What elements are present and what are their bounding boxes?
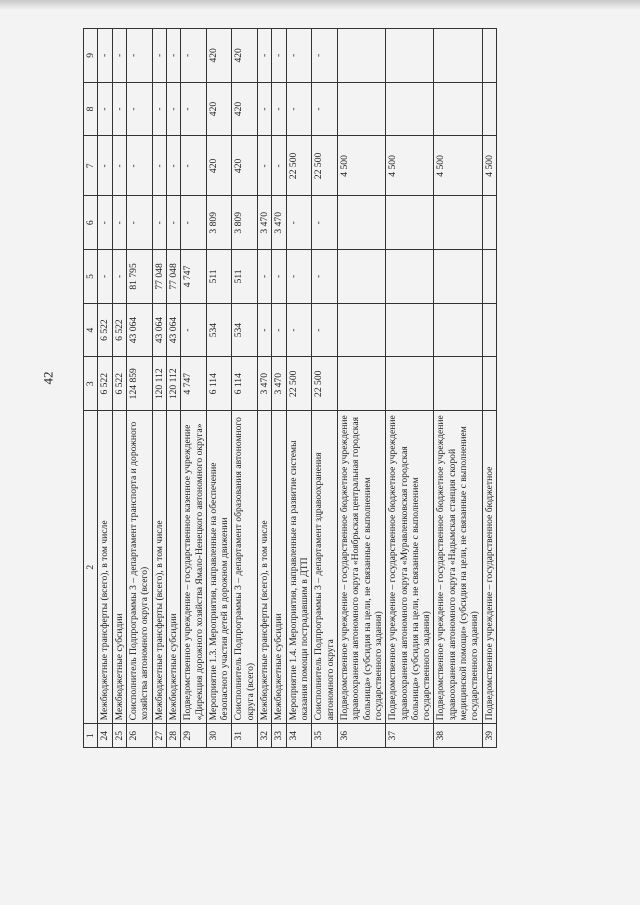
value-cell: -: [126, 196, 152, 250]
value-cell: -: [98, 29, 112, 83]
value-cell: [434, 250, 482, 304]
value-cell: 43 064: [166, 303, 180, 357]
table-row: [98, 29, 112, 748]
value-cell: 420: [206, 29, 232, 83]
value-cell: -: [258, 82, 272, 136]
value-cell: [386, 196, 434, 250]
value-cell: [434, 303, 482, 357]
value-cell: -: [286, 196, 312, 250]
table-row: [112, 29, 126, 748]
value-cell: 3 470: [272, 357, 286, 411]
row-number: 33: [272, 724, 286, 748]
row-number: 32: [258, 724, 272, 748]
value-cell: -: [258, 250, 272, 304]
value-cell: -: [286, 303, 312, 357]
value-cell: 420: [206, 82, 232, 136]
value-cell: -: [286, 29, 312, 83]
value-cell: 81 795: [126, 250, 152, 304]
value-cell: [482, 82, 496, 136]
table-row: [434, 29, 482, 748]
value-cell: -: [166, 82, 180, 136]
value-cell: [337, 82, 385, 136]
table-row: [482, 29, 496, 748]
row-number: 34: [286, 724, 312, 748]
value-cell: 3 470: [258, 196, 272, 250]
value-cell: -: [181, 82, 207, 136]
value-cell: 6 114: [206, 357, 232, 411]
value-cell: 3 809: [232, 196, 258, 250]
value-cell: 6 522: [112, 357, 126, 411]
value-cell: -: [112, 250, 126, 304]
value-cell: 6 522: [98, 303, 112, 357]
value-cell: 534: [206, 303, 232, 357]
row-number: 31: [232, 724, 258, 748]
column-header: 9: [84, 29, 98, 83]
value-cell: -: [312, 196, 338, 250]
value-cell: [482, 303, 496, 357]
table-row: [386, 29, 434, 748]
value-cell: 6 522: [112, 303, 126, 357]
row-number: 38: [434, 724, 482, 748]
column-header: 7: [84, 136, 98, 196]
value-cell: 120 112: [166, 357, 180, 411]
value-cell: -: [112, 196, 126, 250]
value-cell: -: [272, 29, 286, 83]
value-cell: 3 470: [272, 196, 286, 250]
table-row: [286, 29, 312, 748]
value-cell: [434, 357, 482, 411]
value-cell: 4 500: [386, 136, 434, 196]
column-header: 5: [84, 250, 98, 304]
table-row: [166, 29, 180, 748]
value-cell: 4 747: [181, 250, 207, 304]
value-cell: [337, 250, 385, 304]
value-cell: -: [272, 136, 286, 196]
value-cell: -: [126, 136, 152, 196]
column-header: 8: [84, 82, 98, 136]
row-label: Подведомственное учреждение – государственное бюджетное: [482, 411, 496, 724]
row-label: Подведомственное учреждение – государственное бюджетное учреждение здравоохранения автономного округа «Муравленковская городская больница» (субсидия на цели, не связанные с выполнением государственного задания): [386, 411, 434, 724]
value-cell: 43 064: [152, 303, 166, 357]
value-cell: 77 048: [166, 250, 180, 304]
value-cell: -: [181, 29, 207, 83]
row-label: Подведомственное учреждение – государственное казенное учреждение «Дирекция дорожного хозяйства Ямало-Ненецкого автономного округа»: [181, 411, 207, 724]
row-label: Межбюджетные субсидии: [272, 411, 286, 724]
value-cell: [482, 196, 496, 250]
row-label: Межбюджетные трансферты (всего), в том числе: [258, 411, 272, 724]
column-header: 3: [84, 357, 98, 411]
value-cell: -: [112, 29, 126, 83]
value-cell: [386, 357, 434, 411]
value-cell: -: [286, 82, 312, 136]
value-cell: -: [126, 82, 152, 136]
row-number: 26: [126, 724, 152, 748]
value-cell: -: [98, 196, 112, 250]
value-cell: [434, 82, 482, 136]
row-number: 28: [166, 724, 180, 748]
value-cell: 511: [206, 250, 232, 304]
value-cell: -: [312, 29, 338, 83]
value-cell: 534: [232, 303, 258, 357]
value-cell: 511: [232, 250, 258, 304]
value-cell: -: [98, 82, 112, 136]
row-number: 39: [482, 724, 496, 748]
value-cell: -: [152, 29, 166, 83]
row-label: Соисполнитель Подпрограммы 3 – департамент транспорта и дорожного хозяйства автономного округа (всего): [126, 411, 152, 724]
value-cell: -: [272, 303, 286, 357]
value-cell: -: [312, 82, 338, 136]
row-number: 36: [337, 724, 385, 748]
value-cell: -: [312, 250, 338, 304]
value-cell: -: [166, 136, 180, 196]
value-cell: -: [152, 196, 166, 250]
value-cell: -: [272, 250, 286, 304]
value-cell: [434, 29, 482, 83]
value-cell: [337, 196, 385, 250]
value-cell: 77 048: [152, 250, 166, 304]
value-cell: -: [152, 82, 166, 136]
value-cell: -: [312, 303, 338, 357]
value-cell: 3 809: [206, 196, 232, 250]
value-cell: [337, 357, 385, 411]
column-header: 4: [84, 303, 98, 357]
row-number: 35: [312, 724, 338, 748]
row-number: 24: [98, 724, 112, 748]
row-label: Межбюджетные субсидии: [112, 411, 126, 724]
value-cell: [337, 29, 385, 83]
value-cell: 3 470: [258, 357, 272, 411]
row-label: Подведомственное учреждение – государственное бюджетное учреждение здравоохранения автономного округа «Ноябрьская центральная городская больница» (субсидия на цели, не связанные с выполнением государственного задания): [337, 411, 385, 724]
row-number: 37: [386, 724, 434, 748]
value-cell: [386, 82, 434, 136]
column-header: 2: [84, 411, 98, 724]
column-header: 6: [84, 196, 98, 250]
value-cell: 4 747: [181, 357, 207, 411]
value-cell: [482, 29, 496, 83]
value-cell: -: [112, 136, 126, 196]
value-cell: [482, 250, 496, 304]
value-cell: -: [258, 136, 272, 196]
value-cell: -: [98, 136, 112, 196]
table-row: [181, 29, 207, 748]
page-number: 42: [40, 371, 56, 385]
value-cell: 22 500: [286, 357, 312, 411]
value-cell: 420: [206, 136, 232, 196]
table-row: [337, 29, 385, 748]
value-cell: -: [272, 82, 286, 136]
value-cell: 420: [232, 82, 258, 136]
value-cell: 420: [232, 136, 258, 196]
value-cell: [482, 357, 496, 411]
value-cell: -: [152, 136, 166, 196]
table-row: [272, 29, 286, 748]
row-number: 27: [152, 724, 166, 748]
table-row: [232, 29, 258, 748]
value-cell: 22 500: [312, 357, 338, 411]
value-cell: [386, 303, 434, 357]
row-label: Межбюджетные субсидии: [166, 411, 180, 724]
table-row: [152, 29, 166, 748]
value-cell: -: [181, 136, 207, 196]
value-cell: 6 522: [98, 357, 112, 411]
value-cell: -: [166, 196, 180, 250]
table-row: [258, 29, 272, 748]
value-cell: -: [286, 250, 312, 304]
row-label: Соисполнитель Подпрограммы 3 – департамент здравоохранения автономного округа: [312, 411, 338, 724]
value-cell: 420: [232, 29, 258, 83]
value-cell: -: [181, 303, 207, 357]
table-header-row: [84, 29, 98, 748]
value-cell: -: [126, 29, 152, 83]
table-body: [98, 29, 497, 748]
value-cell: 124 859: [126, 357, 152, 411]
row-number: 29: [181, 724, 207, 748]
column-header: 1: [84, 724, 98, 748]
value-cell: -: [98, 250, 112, 304]
value-cell: 22 500: [312, 136, 338, 196]
row-label: Мероприятие 1.3. Мероприятия, направленные на обеспечение безопасного участия детей в дорожном движении: [206, 411, 232, 724]
value-cell: -: [166, 29, 180, 83]
value-cell: [386, 29, 434, 83]
value-cell: 6 114: [232, 357, 258, 411]
value-cell: -: [258, 29, 272, 83]
row-label: Подведомственное учреждение – государственное бюджетное учреждение здравоохранения автономного округа «Надымская станция скорой медицинской помощи» (субсидия на цели, не связанные с выполнением государственного задания): [434, 411, 482, 724]
row-number: 25: [112, 724, 126, 748]
value-cell: 4 500: [337, 136, 385, 196]
scan-edge: [0, 0, 640, 10]
row-label: Межбюджетные трансферты (всего), в том числе: [152, 411, 166, 724]
value-cell: [386, 250, 434, 304]
value-cell: 4 500: [482, 136, 496, 196]
budget-table: [83, 28, 497, 748]
value-cell: 4 500: [434, 136, 482, 196]
value-cell: 120 112: [152, 357, 166, 411]
value-cell: 22 500: [286, 136, 312, 196]
table-row: [126, 29, 152, 748]
row-number: 30: [206, 724, 232, 748]
value-cell: -: [258, 303, 272, 357]
value-cell: [434, 196, 482, 250]
row-label: Мероприятие 1.4. Мероприятия, направленные на развитие системы оказания помощи пострадавшим в ДТП: [286, 411, 312, 724]
table-row: [206, 29, 232, 748]
row-label: Соисполнитель Подпрограммы 3 – департамент образования автономного округа (всего): [232, 411, 258, 724]
rotated-table-wrapper: [83, 28, 613, 748]
value-cell: 43 064: [126, 303, 152, 357]
value-cell: -: [112, 82, 126, 136]
row-label: Межбюджетные трансферты (всего), в том числе: [98, 411, 112, 724]
value-cell: -: [181, 196, 207, 250]
value-cell: [337, 303, 385, 357]
table-row: [312, 29, 338, 748]
